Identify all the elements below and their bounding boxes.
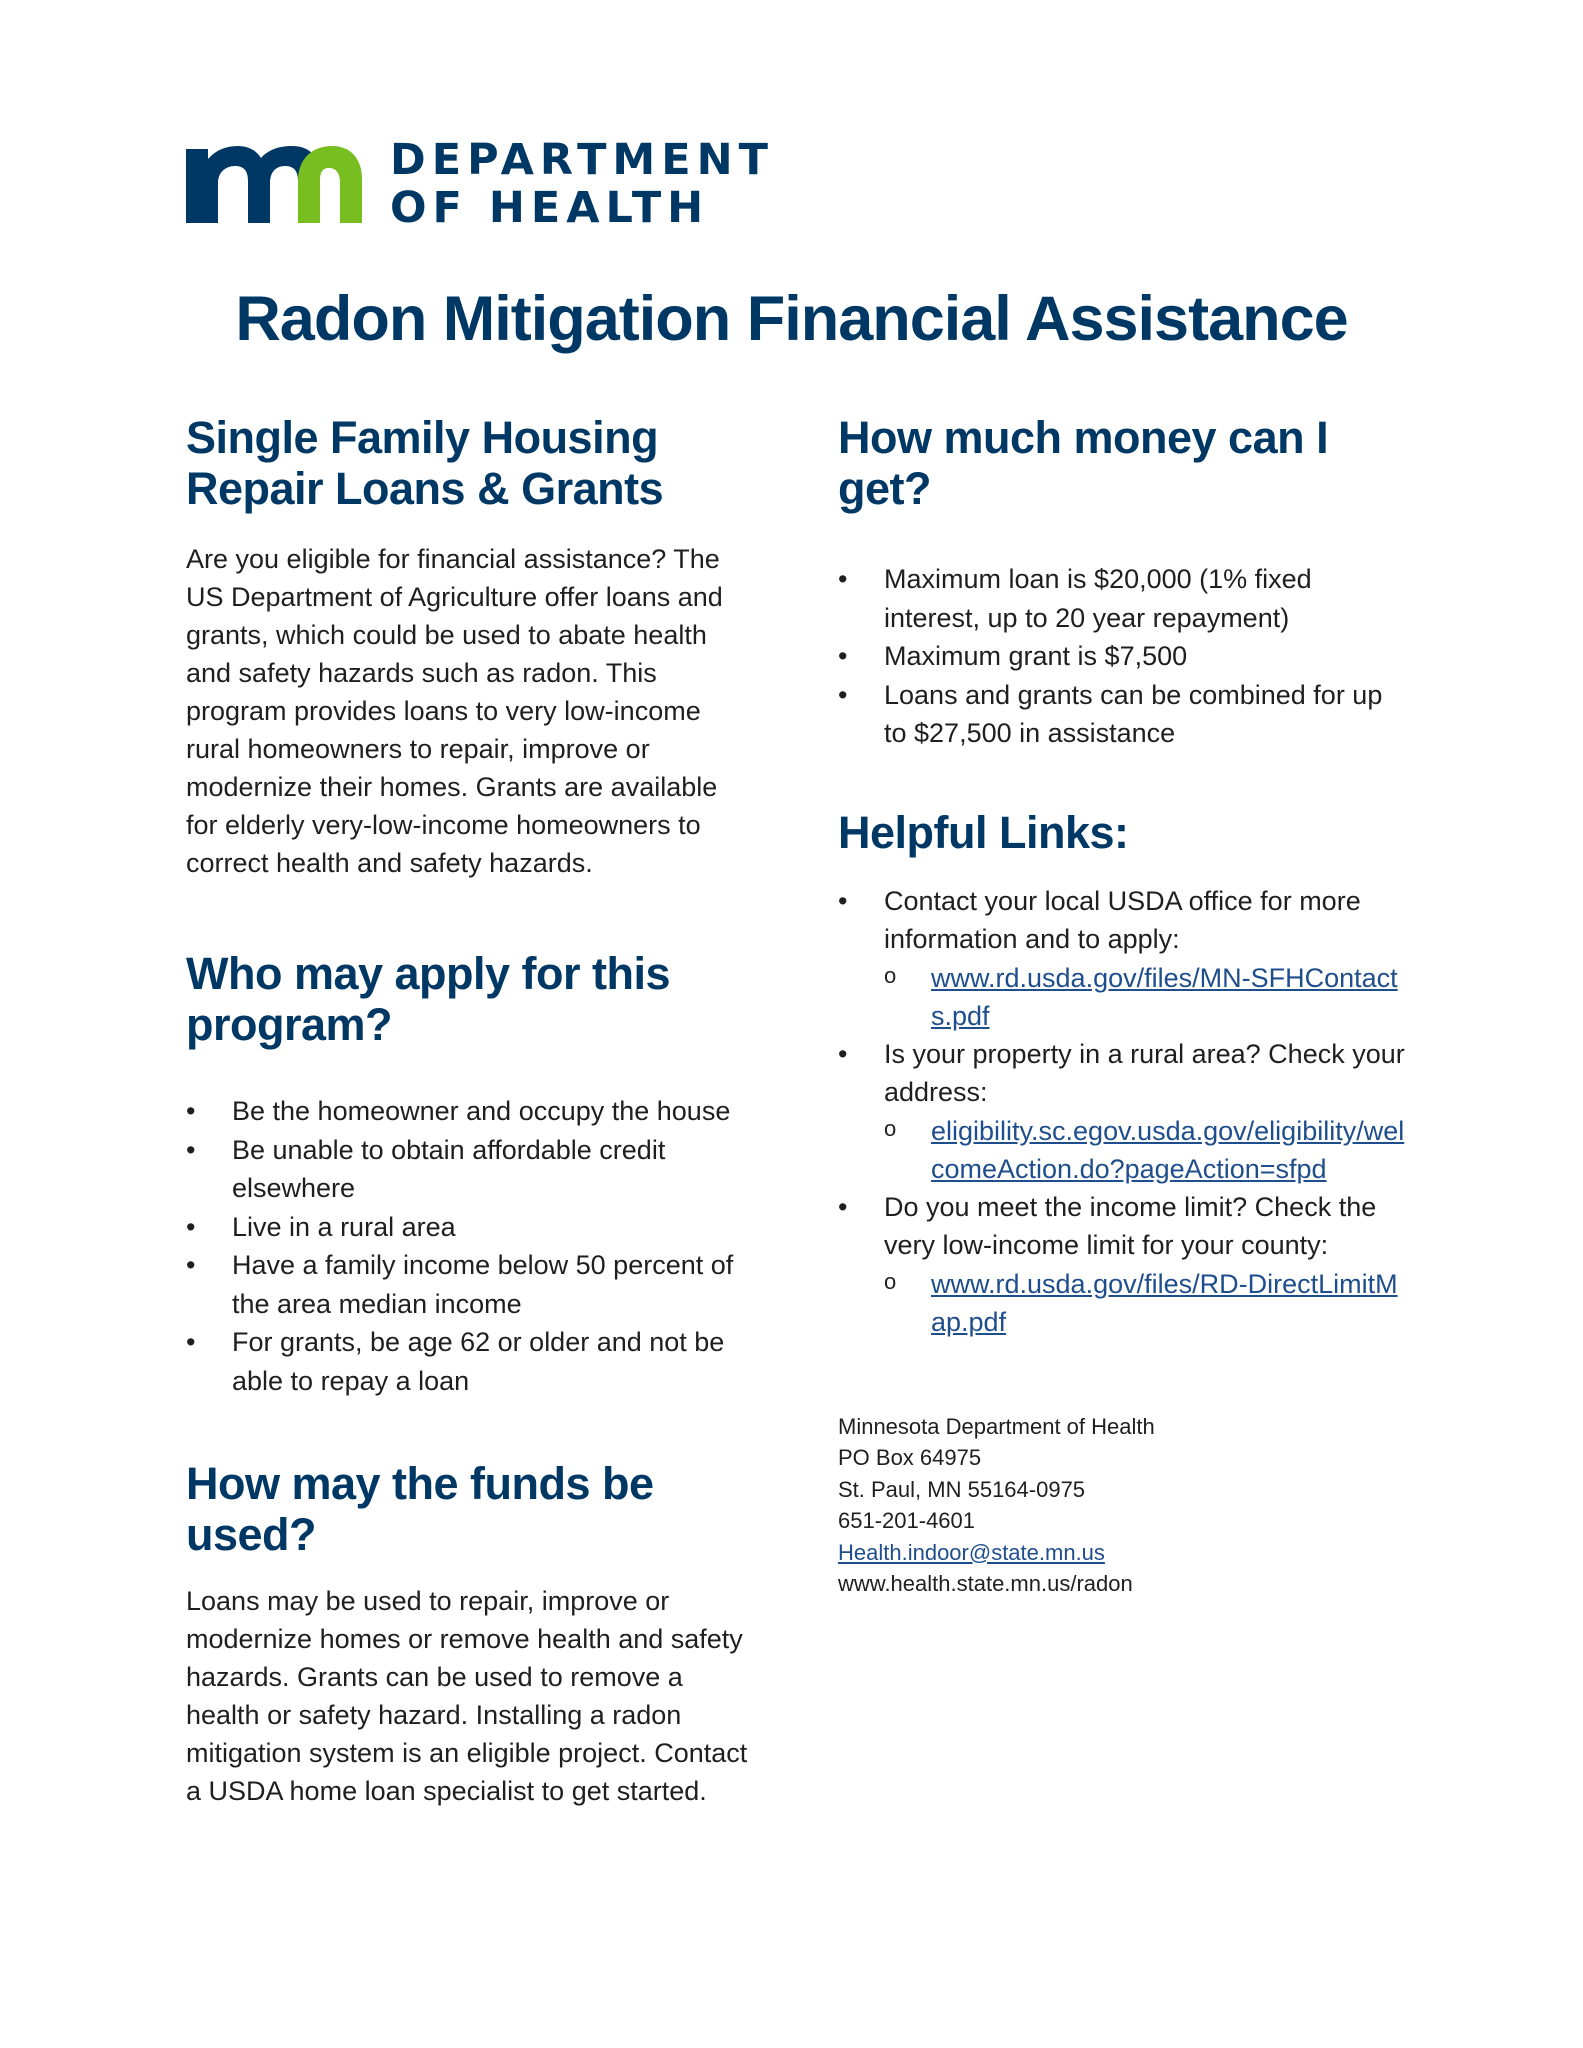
- list-item: • Be unable to obtain affordable credit elsewhere: [186, 1131, 756, 1208]
- heading-who-may-apply: [186, 948, 756, 1050]
- sub-list-item: [838, 1265, 1408, 1341]
- left-column: [186, 412, 756, 1810]
- sub-list: [838, 1265, 1408, 1341]
- amount-list: [838, 560, 1408, 753]
- usda-income-limit-link[interactable]: www.rd.usda.gov/files/RD-DirectLimitMap.pdf: [931, 1268, 1398, 1337]
- eligibility-list: [186, 1092, 756, 1400]
- list-item: [838, 1035, 1408, 1188]
- address-org: Minnesota Department of Health: [838, 1413, 1155, 1439]
- heading-repair-loans: [186, 412, 756, 514]
- list-item: • Be the homeowner and occupy the house: [186, 1092, 756, 1131]
- heading-how-much: [838, 412, 1408, 514]
- right-column: [838, 412, 1408, 1600]
- heading-line: Who may apply for this: [186, 948, 671, 999]
- list-item: • Maximum loan is $20,000 (1% fixed interest, up to 20 year repayment): [838, 560, 1408, 637]
- list-item: [838, 1188, 1408, 1341]
- section-who-may-apply: [186, 948, 756, 1400]
- contact-address: [838, 1411, 1408, 1600]
- heading-helpful-links: Helpful Links:: [838, 806, 1129, 858]
- list-item: • Maximum grant is $7,500: [838, 637, 1408, 676]
- address-po-box: PO Box 64975: [838, 1445, 982, 1470]
- links-list: [838, 882, 1408, 1341]
- mdh-logo: [186, 136, 774, 232]
- page-title: Radon Mitigation Financial Assistance: [235, 284, 1348, 354]
- funds-use-body: Loans may be used to repair, improve or modernize homes or remove health and safety hazards. Grants can be used to remove a health or safety hazard. Installing a radon mitigation system is an eligible project. Contact a USDA home loan specialist to get started.: [186, 1586, 748, 1806]
- list-item: • Live in a rural area: [186, 1208, 756, 1247]
- address-website: www.health.state.mn.us/radon: [838, 1571, 1133, 1596]
- heading-funds-use: [186, 1458, 756, 1560]
- list-item: • Have a family income below 50 percent of the area median income: [186, 1246, 756, 1323]
- logo-line-2: OF HEALTH: [390, 183, 710, 233]
- address-phone: 651-201-4601: [838, 1508, 976, 1533]
- sub-list-item: [838, 1112, 1408, 1188]
- list-item: • For grants, be age 62 or older and not be able to repay a loan: [186, 1323, 756, 1400]
- heading-line: Repair Loans & Grants: [186, 463, 664, 514]
- mn-logo-mark-icon: [186, 145, 362, 223]
- section-helpful-links: [838, 807, 1408, 1341]
- heading-line: program?: [186, 999, 393, 1050]
- section-how-much: [838, 412, 1408, 753]
- list-item-text: Do you meet the income limit? Check the very low-income limit for your county:: [884, 1191, 1377, 1260]
- list-item: [838, 882, 1408, 1035]
- usda-contacts-link[interactable]: www.rd.usda.gov/files/MN-SFHContacts.pdf: [931, 962, 1398, 1031]
- sub-list-item: [838, 959, 1408, 1035]
- usda-eligibility-link[interactable]: eligibility.sc.egov.usda.gov/eligibility/welcomeAction.do?pageAction=sfpd: [931, 1115, 1405, 1184]
- address-city: St. Paul, MN 55164-0975: [838, 1476, 1086, 1502]
- heading-line: used?: [186, 1509, 317, 1560]
- contact-email-link[interactable]: Health.indoor@state.mn.us: [838, 1539, 1105, 1565]
- heading-line: How may the funds be: [186, 1458, 654, 1509]
- heading-line: How much money can I: [838, 412, 1329, 463]
- list-item-text: Is your property in a rural area? Check your address:: [884, 1038, 1405, 1107]
- section-funds-use: [186, 1458, 756, 1810]
- heading-line: get?: [838, 463, 931, 514]
- logo-line-1: DEPARTMENT: [390, 135, 774, 185]
- repair-loans-body: Are you eligible for financial assistance? The US Department of Agriculture offer loans and grants, which could be used to abate health and safety hazards such as radon. This program provides loans to very low-income rural homeowners to repair, improve or modernize their homes. Grants are available for elderly very-low-income homeowners to correct health and safety hazards.: [186, 544, 723, 878]
- sub-list: [838, 959, 1408, 1035]
- heading-line: Single Family Housing: [186, 412, 659, 463]
- logo-text: [390, 136, 774, 232]
- list-item: • Loans and grants can be combined for up to $27,500 in assistance: [838, 676, 1408, 753]
- section-repair-loans: [186, 412, 756, 882]
- list-item-text: Contact your local USDA office for more information and to apply:: [884, 885, 1361, 954]
- sub-list: [838, 1112, 1408, 1188]
